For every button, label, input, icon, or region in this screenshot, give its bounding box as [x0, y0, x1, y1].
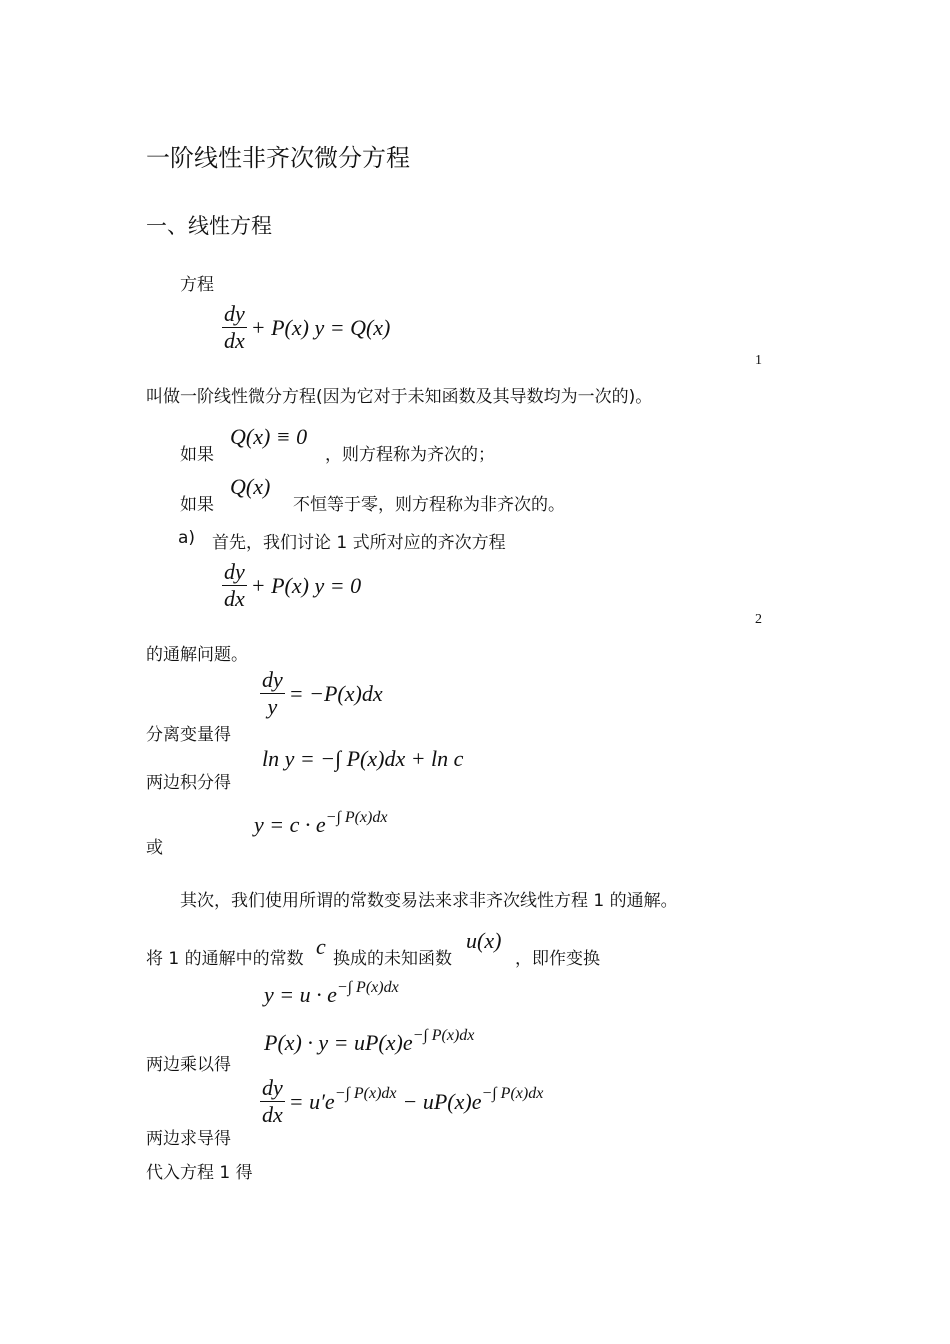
homog-prefix: 如果 — [180, 445, 214, 465]
derivative-label: 两边求导得 — [146, 1129, 231, 1149]
variation-u: u(x) — [466, 928, 502, 953]
multiply-equation — [264, 1027, 475, 1056]
eq2-numerator: dy — [224, 559, 245, 584]
general-solution-equation — [254, 809, 388, 838]
multiply-label: 两边乘以得 — [146, 1055, 231, 1075]
deriv-part2: − uP(x)e — [402, 1088, 482, 1114]
nonhomog-math: Q(x) — [230, 474, 271, 499]
equation-1 — [222, 302, 390, 353]
deriv-part1: = u′e — [288, 1088, 335, 1114]
substitute-label: 代入方程 1 得 — [146, 1163, 253, 1183]
sol-base: y = c · e — [254, 812, 326, 837]
intro-label: 方程 — [180, 275, 214, 295]
variation-after: ，即作变换 — [515, 949, 600, 969]
sol-exponent: −∫ P(x)dx — [325, 809, 388, 826]
sep-denominator: y — [267, 694, 278, 720]
eq2-denominator: dx — [224, 586, 245, 612]
item-a-text: 首先，我们讨论 1 式所对应的齐次方程 — [212, 533, 506, 553]
or-label: 或 — [146, 838, 163, 858]
mult-exponent: −∫ P(x)dx — [412, 1027, 475, 1044]
separation-equation — [260, 668, 383, 719]
eq2-rest: + P(x) y = 0 — [250, 572, 362, 598]
eq2-description: 的通解问题。 — [146, 645, 248, 665]
homog-suffix: ，则方程称为齐次的； — [325, 445, 495, 465]
equation-2 — [222, 560, 361, 611]
variation-c: c — [316, 934, 326, 959]
eq1-denominator: dx — [224, 328, 245, 354]
deriv-denominator: dx — [262, 1102, 283, 1128]
variation-equation — [264, 979, 399, 1008]
variation-intro: 其次，我们使用所谓的常数变易法来求非齐次线性方程 1 的通解。 — [180, 891, 678, 911]
eq1-numerator: dy — [224, 301, 245, 326]
deriv-exponent-2: −∫ P(x)dx — [481, 1084, 544, 1102]
integration-label-text: 两边积分得 — [146, 773, 231, 793]
item-a-marker: a) — [178, 528, 196, 548]
sep-rest: = −P(x)dx — [288, 680, 383, 706]
nonhomog-prefix: 如果 — [180, 495, 214, 515]
derivative-equation — [260, 1076, 543, 1127]
variation-before: 将 1 的通解中的常数 — [146, 949, 304, 969]
homog-math: Q(x) ≡ 0 — [230, 424, 308, 449]
variation-middle: 换成的未知函数 — [333, 949, 452, 969]
section-heading: 一、线性方程 — [146, 214, 272, 238]
eq1-number: 1 — [755, 353, 762, 368]
nonhomog-suffix: 不恒等于零，则方程称为非齐次的。 — [293, 495, 565, 515]
page-title: 一阶线性非齐次微分方程 — [146, 144, 410, 172]
deriv-numerator: dy — [262, 1075, 283, 1100]
deriv-exponent-1: −∫ P(x)dx — [334, 1084, 397, 1102]
eq2-number: 2 — [755, 612, 762, 627]
sep-numerator: dy — [262, 667, 283, 692]
var-exponent: −∫ P(x)dx — [336, 979, 399, 996]
eq1-rest: + P(x) y = Q(x) — [250, 314, 391, 340]
mult-base: P(x) · y = uP(x)e — [264, 1030, 413, 1055]
eq1-description: 叫做一阶线性微分方程(因为它对于未知函数及其导数均为一次的)。 — [146, 387, 653, 407]
separation-label: 分离变量得 — [146, 725, 231, 745]
integration-equation: ln y = −∫ P(x)dx + ln c — [262, 746, 464, 771]
var-base: y = u · e — [264, 982, 337, 1007]
